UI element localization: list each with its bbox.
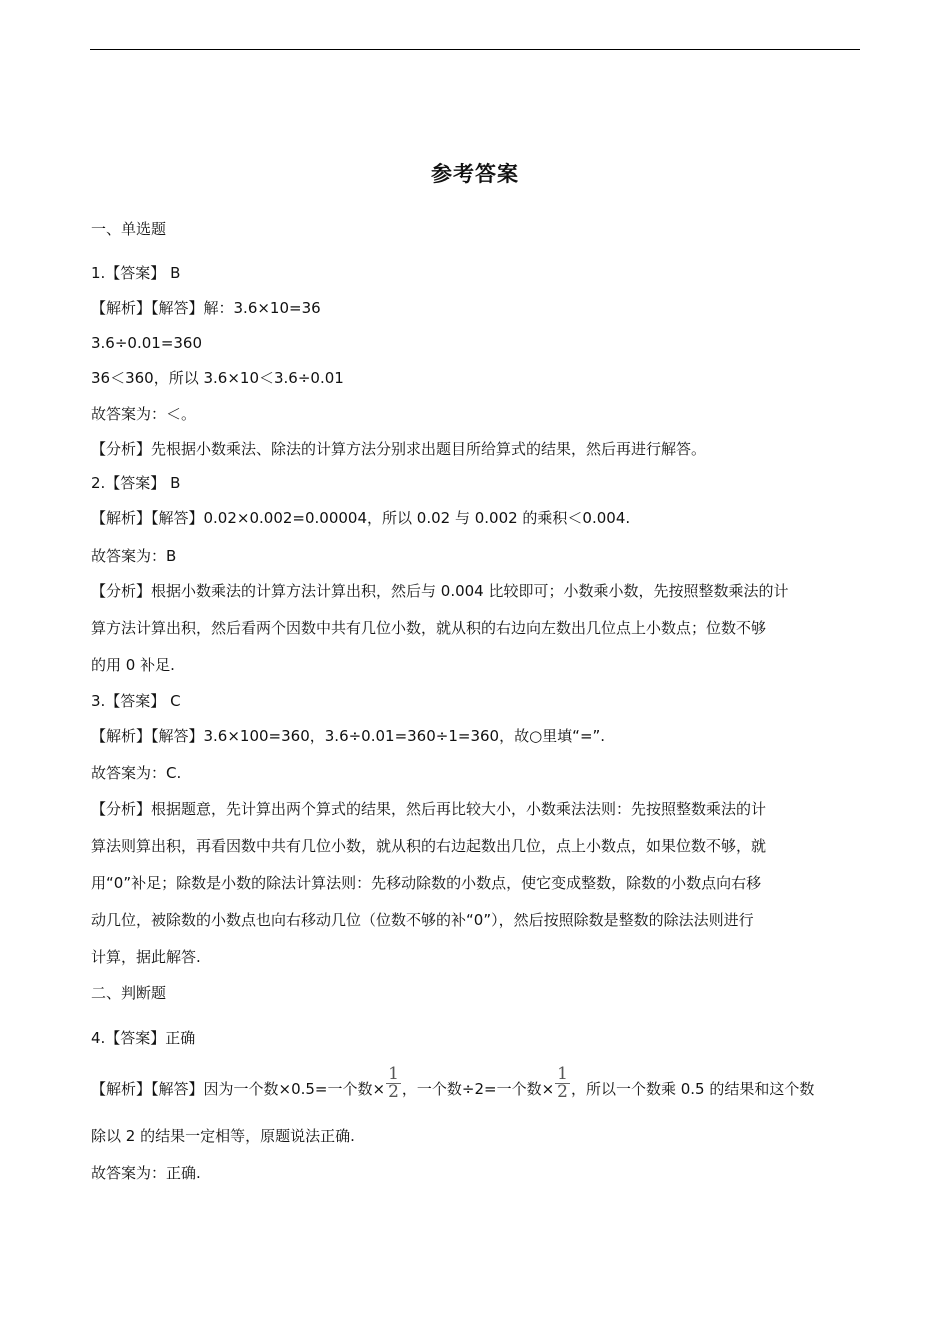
fraction-numerator: 1 xyxy=(557,1064,568,1084)
q3-explanation-line: 故答案为：C. xyxy=(91,764,182,782)
q3-analysis-line: 【分析】根据题意，先计算出两个算式的结果，然后再比较大小，小数乘法法则：先按照整数乘法的计 xyxy=(91,800,767,818)
fraction-one-half xyxy=(555,1066,570,1101)
header-rule xyxy=(90,49,860,50)
fraction-one-half xyxy=(386,1066,401,1101)
q2-explanation-line: 【解析】【解答】0.02×0.002=0.00004，所以 0.02 与 0.002 的乘积＜0.004. xyxy=(91,509,631,527)
section-heading-single-choice: 一、单选题 xyxy=(91,220,167,238)
q4-text-part: ，一个数÷2=一个数× xyxy=(401,1080,555,1098)
q4-answer: 4.【答案】正确 xyxy=(91,1029,196,1047)
q2-analysis-line: 算方法计算出积，然后看两个因数中共有几位小数，就从积的右边向左数出几位点上小数点；位数不够 xyxy=(91,619,767,637)
q4-explanation-line: 除以 2 的结果一定相等，原题说法正确. xyxy=(91,1127,355,1145)
q3-analysis-line: 用“0”补足；除数是小数的除法计算法则：先移动除数的小数点，使它变成整数，除数的小数点向右移 xyxy=(91,874,762,892)
q2-explanation-line: 故答案为：B xyxy=(91,547,177,565)
q2-analysis-line: 的用 0 补足. xyxy=(91,656,175,674)
q4-text-part: 【解析】【解答】因为一个数×0.5=一个数× xyxy=(91,1080,386,1098)
section-heading-true-false: 二、判断题 xyxy=(91,984,167,1002)
fraction-denominator: 2 xyxy=(388,1082,399,1102)
q1-explanation-line: 【解析】【解答】解：3.6×10=36 xyxy=(91,299,321,317)
q3-answer: 3.【答案】 C xyxy=(91,692,181,710)
q3-analysis-line: 动几位，被除数的小数点也向右移动几位（位数不够的补“0”），然后按照除数是整数的除法法则进行 xyxy=(91,911,754,929)
fraction-numerator: 1 xyxy=(388,1064,399,1084)
q1-explanation-line: 36＜360，所以 3.6×10＜3.6÷0.01 xyxy=(91,369,344,387)
q1-explanation-line: 故答案为：＜。 xyxy=(91,405,197,423)
fraction-denominator: 2 xyxy=(557,1082,568,1102)
q3-analysis-line: 算法则算出积，再看因数中共有几位小数，就从积的右边起数出几位，点上小数点，如果位数不够，就 xyxy=(91,837,767,855)
q2-analysis-line: 【分析】根据小数乘法的计算方法计算出积，然后与 0.004 比较即可；小数乘小数，先按照整数乘法的计 xyxy=(91,582,789,600)
q3-analysis-line: 计算，据此解答. xyxy=(91,948,201,966)
q3-explanation-line: 【解析】【解答】3.6×100=360，3.6÷0.01=360÷1=360，故○里填“=”. xyxy=(91,727,606,745)
q2-answer: 2.【答案】 B xyxy=(91,474,181,492)
q4-explanation-line: 故答案为：正确. xyxy=(91,1164,201,1182)
q1-explanation-line: 3.6÷0.01=360 xyxy=(91,334,203,352)
q4-explanation-line xyxy=(91,1064,861,1107)
page-title: 参考答案 xyxy=(431,162,519,186)
q1-analysis: 【分析】先根据小数乘法、除法的计算方法分别求出题目所给算式的结果，然后再进行解答。 xyxy=(91,440,707,458)
q1-answer: 1.【答案】 B xyxy=(91,264,181,282)
q4-text-part: ，所以一个数乘 0.5 的结果和这个数 xyxy=(570,1080,815,1098)
